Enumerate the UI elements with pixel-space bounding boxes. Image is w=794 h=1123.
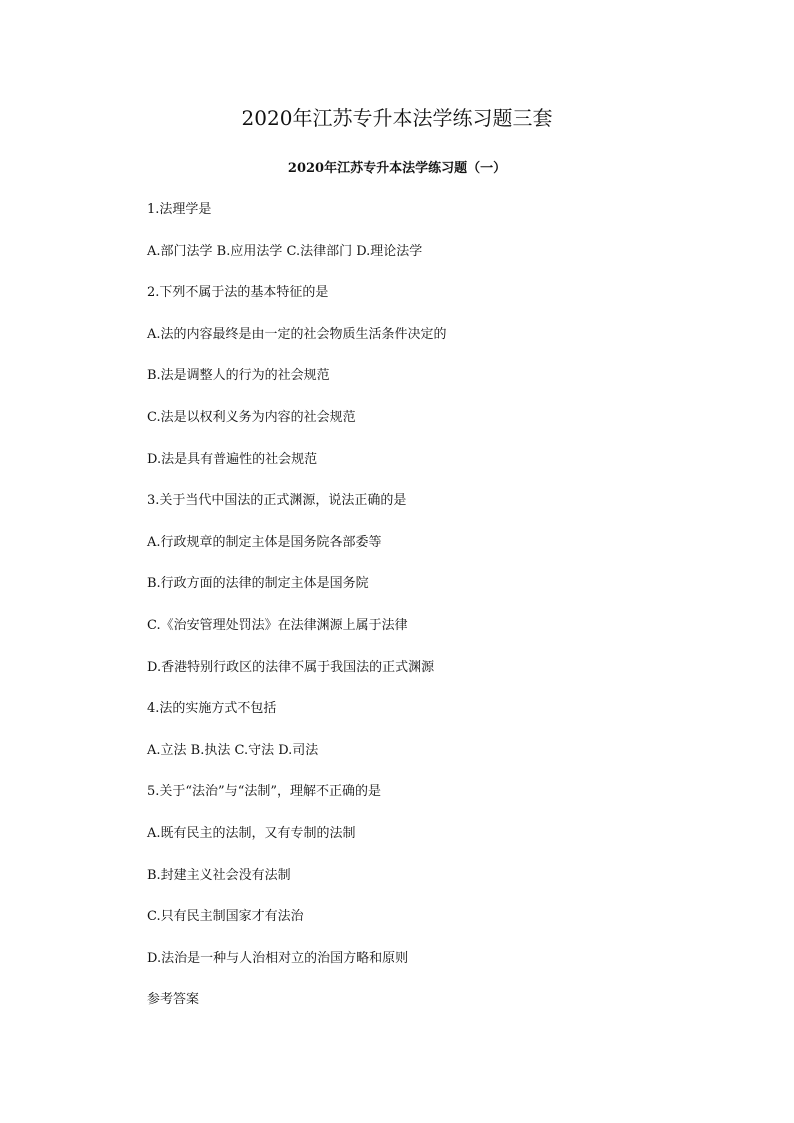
question-line: 2.下列不属于法的基本特征的是: [147, 285, 329, 301]
question-line: 5.关于“法治”与“法制”，理解不正确的是: [147, 784, 381, 800]
option-line: C.法是以权利义务为内容的社会规范: [147, 409, 356, 425]
option-line: C.只有民主制国家才有法治: [147, 909, 304, 925]
option-line: B.法是调整人的行为的社会规范: [147, 368, 330, 384]
option-line: A.既有民主的法制，又有专制的法制: [147, 825, 356, 841]
option-line: A.行政规章的制定主体是国务院各部委等: [147, 534, 382, 550]
option-line: A.立法 B.执法 C.守法 D.司法: [147, 742, 319, 758]
option-line: B.行政方面的法律的制定主体是国务院: [147, 576, 369, 592]
option-line: D.香港特别行政区的法律不属于我国法的正式渊源: [147, 659, 435, 675]
question-line: 3.关于当代中国法的正式渊源，说法正确的是: [147, 493, 407, 509]
option-line: D.法治是一种与人治相对立的治国方略和原则: [147, 950, 409, 966]
question-line: 1.法理学是: [147, 202, 212, 217]
option-line: C.《治安管理处罚法》在法律渊源上属于法律: [147, 617, 408, 633]
question-list: [147, 200, 707, 1032]
option-line: D.法是具有普遍性的社会规范: [147, 451, 318, 467]
option-line: B.封建主义社会没有法制: [147, 867, 291, 883]
document-title: 2020年江苏专升本法学练习题三套: [241, 106, 553, 130]
option-line: A.法的内容最终是由一定的社会物质生活条件决定的: [147, 326, 447, 342]
document-subtitle: 2020年江苏专升本法学练习题（一）: [287, 161, 507, 176]
option-line: A.部门法学 B.应用法学 C.法律部门 D.理论法学: [147, 243, 423, 259]
question-line: 4.法的实施方式不包括: [147, 701, 277, 717]
answer-heading: 参考答案: [147, 992, 200, 1008]
